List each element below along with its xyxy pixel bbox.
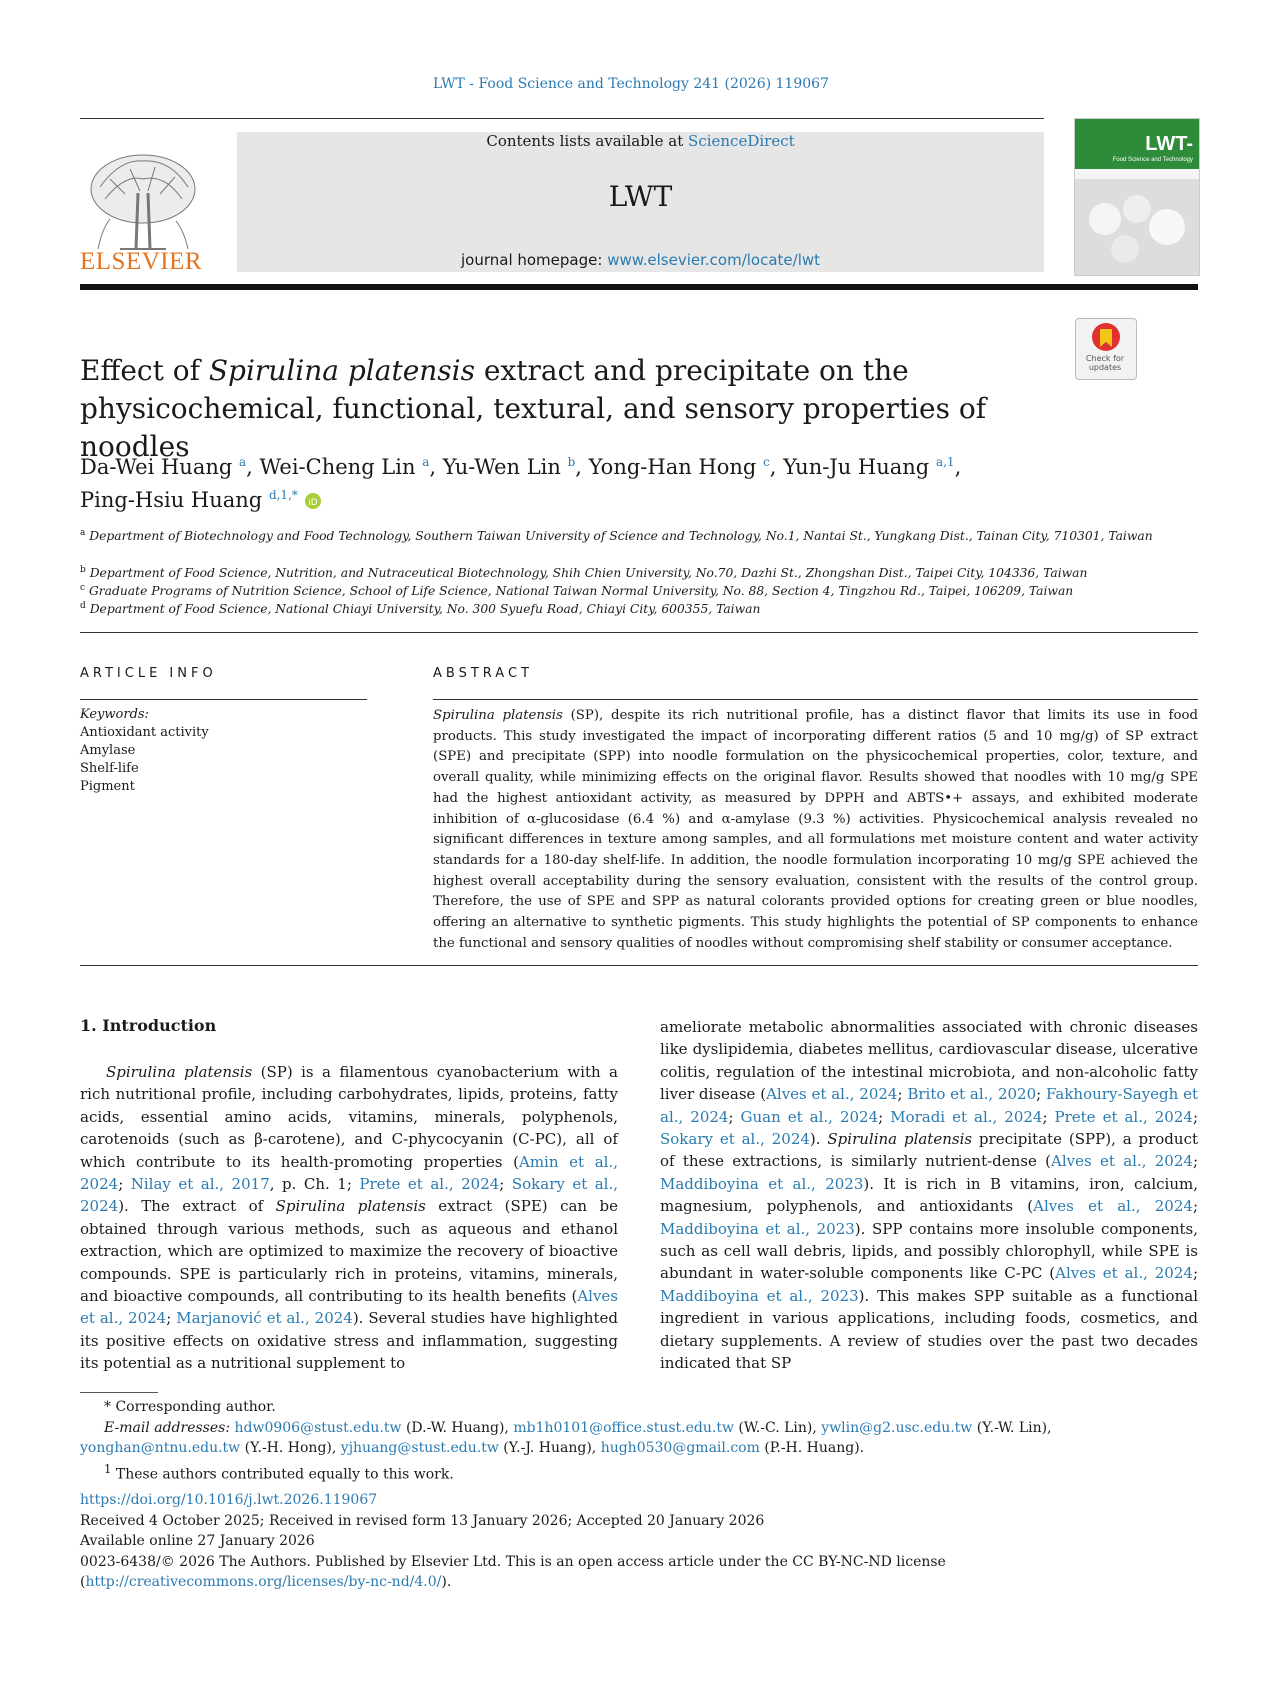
citation-link[interactable]: Alves et al., 2024 bbox=[80, 1287, 618, 1328]
orcid-icon[interactable] bbox=[305, 493, 321, 509]
affiliation: $^a$ Department of Biotechnology and Food Technology, Southern Taiwan University of Science and Technology, No.1, Nantai St., Yungkang Dist., Tainan City, 710301, Taiwan bbox=[80, 528, 1153, 544]
body-text: ). This makes SPP suitable as a functional ingredient in various applications, including foods, cosmetics, and dietary supplements. A review of studies over the past two decades indicated that SP bbox=[660, 1286, 1198, 1373]
body-text: (SP) is a filamentous cyanobacterium with a rich nutritional profile, including carbohydrates, lipids, proteins, fatty acids, essential amino acids, vitamins, minerals, polyphenols, carotenoids (such as β-carotene), and C-phycocyanin (C-PC), all of which contribute to its health-promoting properties ( bbox=[80, 1063, 618, 1171]
author-list: Da-Wei Huang $^a$, Wei-Cheng Lin $^a$, Yu-Wen Lin $^b$, Yong-Han Hong $^c$, Yun-Ju Huang $^{a,1}$, Ping-Hsiu Huang $^{d,1,*}$ iD bbox=[80, 455, 962, 512]
masthead-divider bbox=[80, 284, 1198, 290]
journal-name: LWT bbox=[608, 180, 673, 213]
email-link[interactable]: hugh0530@gmail.com bbox=[600, 1440, 760, 1456]
abstract-text: Spirulina platensis (SP), despite its rich nutritional profile, has a distinct flavor that limits its use in food products. This study investigated the impact of incorporating different ratios (5 and 10 mg/g) of SP extract (SPE) and precipitate (SPP) into noodle formulation on the physicochemical properties, color, texture, and overall quality, while minimizing effects on the original flavor. Results showed that noodles with 10 mg/g SPE had the highest antioxidant activity, as measured by DPPH and ABTS•+ assays, and exhibited moderate inhibition of α-glucosidase (6.4 %) and α-amylase (9.3 %) activities. Physicochemical analysis revealed no significant differences in texture among samples, and all formulations met moisture content and water activity standards for a 180-day shelf-life. In addition, the noodle formulation incorporating 10 mg/g SPE achieved the highest overall acceptability during the sensory evaluation, consistent with the results of the control group. Therefore, the use of SPE and SPP as natural colorants provided options for creating green or blue noodles, offering an alternative to synthetic pigments. This study highlights the potential of SP components to enhance the functional and sensory qualities of noodles without compromising shelf stability or consumer acceptance. bbox=[433, 708, 1198, 951]
body-text: ; bbox=[1192, 1107, 1198, 1126]
bookmark-icon bbox=[1076, 319, 1136, 355]
citation-link[interactable]: Moradi et al., 2024 bbox=[890, 1107, 1043, 1126]
author[interactable]: Yu-Wen Lin $^b$ bbox=[442, 455, 576, 479]
affiliation: $^c$ Graduate Programs of Nutrition Science, School of Life Science, National Taiwan Normal University, No. 88, Section 4, Tingzhou Rd., Taipei, 106209, Taiwan bbox=[80, 583, 1074, 599]
citation-link[interactable]: Nilay et al., 2017 bbox=[130, 1175, 270, 1194]
body-text: ). bbox=[809, 1130, 828, 1149]
cover-subtitle: Food Science and Technology bbox=[1112, 157, 1193, 163]
citation-link[interactable]: Alves et al., 2024 bbox=[1055, 1264, 1193, 1283]
intro-column-right bbox=[660, 1016, 1198, 1375]
email-link[interactable]: yjhuang@stust.edu.tw bbox=[340, 1440, 499, 1456]
citation-link[interactable]: Alves et al., 2024 bbox=[1033, 1197, 1193, 1216]
citation-link[interactable]: Guan et al., 2024 bbox=[740, 1107, 879, 1126]
footnote-rule bbox=[80, 1392, 158, 1393]
keywords-block bbox=[80, 706, 360, 796]
email-footnote: E-mail addresses: hdw0906@stust.edu.tw (D.-W. Huang), mb1h0101@office.stust.edu.tw (W.-C. Lin), ywlin@g2.usc.edu.tw (Y.-W. Lin), yonghan@ntnu.edu.tw (Y.-H. Hong), yjhuang@stust.edu.tw (Y.-J. Huang), hugh0530@gmail.com (P.-H. Huang). bbox=[80, 1419, 1052, 1456]
introduction-heading: 1. Introduction bbox=[80, 1016, 217, 1035]
body-text: ). Several studies have highlighted its positive effects on oxidative stress and inflammation, suggesting its potential as a nutritional supplement to bbox=[80, 1309, 618, 1373]
citation-link[interactable]: Fakhoury-Sayegh et al., 2024 bbox=[660, 1085, 1199, 1126]
available-online: Available online 27 January 2026 bbox=[80, 1533, 315, 1549]
abstract-heading: ABSTRACT bbox=[433, 666, 533, 681]
citation-link[interactable]: Sokary et al., 2024 bbox=[80, 1175, 619, 1216]
affiliation: $^d$ Department of Food Science, National Chiayi University, No. 300 Syuefu Road, Chiayi City, 600355, Taiwan bbox=[80, 601, 761, 617]
section-divider bbox=[80, 632, 1198, 633]
citation-link[interactable]: Maddiboyina et al., 2023 bbox=[660, 1286, 859, 1305]
body-text: precipitate (SPP), a product of these extractions, is similarly nutrient-dense ( bbox=[660, 1130, 1198, 1171]
species-name: Spirulina platensis bbox=[106, 1063, 253, 1081]
email-link[interactable]: yonghan@ntnu.edu.tw bbox=[80, 1440, 241, 1456]
journal-cover[interactable] bbox=[1074, 118, 1200, 276]
email-link[interactable]: hdw0906@stust.edu.tw bbox=[234, 1419, 402, 1436]
body-text: ; bbox=[1192, 1197, 1198, 1216]
sciencedirect-link[interactable]: ScienceDirect bbox=[688, 132, 795, 150]
affiliation: $^b$ Department of Food Science, Nutrition, and Nutraceutical Biotechnology, Shih Chien University, No.70, Dazhi St., Zhongshan Dist., Taipei City, 104336, Taiwan bbox=[80, 565, 1088, 581]
citation-link[interactable]: Alves et al., 2024 bbox=[766, 1085, 898, 1104]
license-link[interactable]: http://creativecommons.org/licenses/by-nc-nd/4.0/ bbox=[85, 1574, 442, 1590]
article-info-heading: ARTICLE INFO bbox=[80, 666, 217, 681]
section-divider bbox=[80, 965, 1198, 966]
body-text: ; bbox=[728, 1107, 741, 1126]
body-text: ; bbox=[1192, 1264, 1199, 1283]
abstract-rule bbox=[433, 699, 1198, 700]
footnotes bbox=[80, 1397, 1198, 1485]
body-text: ). The extract of bbox=[118, 1197, 276, 1216]
check-for-updates-label: Check for updates bbox=[1085, 354, 1125, 372]
body-text: ameliorate metabolic abnormalities associated with chronic diseases like dyslipidemia, diabetes mellitus, cardiovascular disease, ulcerative colitis, regulation of the intestinal microbiota, and non-alcoholic fatty liver disease ( bbox=[660, 1018, 1198, 1104]
author[interactable]: Yun-Ju Huang $^{a,1}$ bbox=[783, 455, 955, 479]
citation-link[interactable]: Maddiboyina et al., 2023 bbox=[660, 1219, 855, 1238]
cover-title: LWT- bbox=[1145, 133, 1193, 155]
svg-text:iD: iD bbox=[307, 498, 318, 508]
article-info-rule bbox=[80, 699, 367, 700]
intro-column-left bbox=[80, 1061, 618, 1375]
citation-link[interactable]: Maddiboyina et al., 2023 bbox=[660, 1174, 864, 1193]
cover-image bbox=[1075, 179, 1199, 275]
doi-link[interactable]: https://doi.org/10.1016/j.lwt.2026.119067 bbox=[80, 1492, 378, 1508]
body-text: ). SPP contains more insoluble components, such as cell wall debris, lipids, and possibly chlorophyll, while SPE is abundant in water-soluble components like C-PC ( bbox=[660, 1219, 1198, 1283]
citation-link[interactable]: Prete et al., 2024 bbox=[1054, 1107, 1193, 1126]
copyright: 0023-6438/© 2026 The Authors. Published by Elsevier Ltd. This is an open access article under the CC BY-NC-ND license (http://creativecommons.org/licenses/by-nc-nd/4.0/). bbox=[80, 1553, 946, 1590]
author[interactable]: Da-Wei Huang $^a$ bbox=[80, 455, 247, 479]
citation-link[interactable]: Prete et al., 2024 bbox=[359, 1175, 500, 1194]
citation-link[interactable]: Amin et al., 2024 bbox=[80, 1152, 618, 1194]
email-owner: (D.-W. Huang), bbox=[401, 1419, 514, 1436]
keyword: Shelf-life bbox=[80, 761, 139, 776]
body-text: ; bbox=[1042, 1107, 1055, 1126]
journal-reference[interactable]: LWT - Food Science and Technology 241 (2026) 119067 bbox=[433, 76, 829, 92]
body-text: ; bbox=[499, 1175, 512, 1194]
body-text: , p. Ch. 1; bbox=[269, 1175, 360, 1194]
keywords-label: Keywords: bbox=[80, 707, 149, 722]
body-text: ; bbox=[1036, 1085, 1046, 1104]
contents-line: Contents lists available at ScienceDirect bbox=[486, 132, 795, 150]
email-owner: (Y.-W. Lin), bbox=[972, 1419, 1052, 1436]
equal-contribution-footnote: $^1$ These authors contributed equally to this work. bbox=[104, 1461, 454, 1483]
keyword: Pigment bbox=[80, 779, 135, 794]
email-link[interactable]: ywlin@g2.usc.edu.tw bbox=[821, 1419, 973, 1436]
received-dates: Received 4 October 2025; Received in revised form 13 January 2026; Accepted 20 January 2026 bbox=[80, 1512, 765, 1529]
homepage-link[interactable]: www.elsevier.com/locate/lwt bbox=[607, 251, 821, 269]
body-text: extract (SPE) can be obtained through various methods, such as aqueous and ethanol extraction, which are optimized to maximize the recovery of bioactive compounds. SPE is particularly rich in proteins, vitamins, minerals, and bioactive compounds, all contributing to its health benefits ( bbox=[80, 1197, 619, 1306]
publication-info bbox=[80, 1490, 1198, 1593]
keyword: Amylase bbox=[80, 743, 136, 758]
author[interactable]: Wei-Cheng Lin $^a$ bbox=[259, 455, 430, 479]
body-text: ). It is rich in B vitamins, iron, calcium, magnesium, polyphenols, and antioxidants ( bbox=[660, 1174, 1198, 1216]
body-text: ; bbox=[166, 1309, 177, 1328]
citation-link[interactable]: Brito et al., 2020 bbox=[907, 1085, 1037, 1104]
author[interactable]: Yong-Han Hong $^c$ bbox=[588, 455, 770, 479]
author[interactable]: Ping-Hsiu Huang $^{d,1,*}$ bbox=[80, 488, 298, 512]
corresponding-footnote: * Corresponding author. bbox=[104, 1399, 276, 1415]
citation-link[interactable]: Sokary et al., 2024 bbox=[660, 1130, 810, 1149]
email-owner: (P.-H. Huang). bbox=[759, 1440, 865, 1456]
body-text: ; bbox=[118, 1175, 131, 1194]
species-name: Spirulina platensis bbox=[827, 1130, 973, 1149]
email-owner: (W.-C. Lin), bbox=[733, 1419, 822, 1436]
elsevier-wordmark[interactable]: ELSEVIER bbox=[80, 248, 203, 275]
body-text: ; bbox=[878, 1107, 891, 1126]
species-name: Spirulina platensis bbox=[275, 1197, 426, 1216]
article-title: Effect of Spirulina platensis extract and precipitate on the physicochemical, functional, textural, and sensory properties of noodles bbox=[80, 354, 987, 463]
email-owner: (Y.-J. Huang), bbox=[498, 1440, 601, 1456]
body-text: ; bbox=[1192, 1152, 1198, 1171]
keyword: Antioxidant activity bbox=[80, 725, 209, 740]
homepage-line: journal homepage: www.elsevier.com/locate/lwt bbox=[460, 251, 821, 269]
email-owner: (Y.-H. Hong), bbox=[240, 1440, 341, 1456]
citation-link[interactable]: Alves et al., 2024 bbox=[1051, 1152, 1193, 1171]
header-rule bbox=[80, 118, 1044, 119]
body-text: ; bbox=[897, 1085, 908, 1104]
email-link[interactable]: mb1h0101@office.stust.edu.tw bbox=[513, 1419, 734, 1436]
citation-link[interactable]: Marjanović et al., 2024 bbox=[176, 1309, 353, 1328]
